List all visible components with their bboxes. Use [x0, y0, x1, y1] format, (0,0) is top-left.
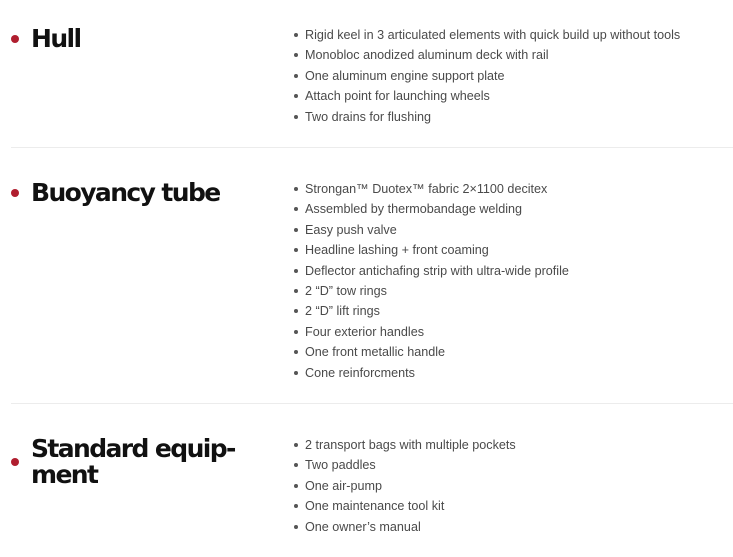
list-item: Four exterior handles	[293, 322, 569, 342]
bullet-icon	[294, 248, 298, 252]
equipment-heading-line2: ment	[31, 460, 98, 489]
list-item: One air-pump	[293, 476, 516, 496]
bullet-icon	[294, 463, 298, 467]
list-item: One front metallic handle	[293, 342, 569, 362]
list-item: Cone reinforcments	[293, 363, 569, 383]
bullet-icon	[294, 371, 298, 375]
list-item: Rigid keel in 3 articulated elements with quick build up without tools	[293, 25, 680, 45]
bullet-icon	[294, 269, 298, 273]
bullet-icon	[294, 187, 298, 191]
bullet-icon	[294, 53, 298, 57]
section-divider	[11, 147, 733, 148]
list-item: Monobloc anodized aluminum deck with rail	[293, 45, 680, 65]
list-item: 2 “D” tow rings	[293, 281, 569, 301]
bullet-icon	[294, 94, 298, 98]
equipment-bullet-dot	[11, 458, 19, 466]
list-item: Easy push valve	[293, 220, 569, 240]
bullet-icon	[294, 525, 298, 529]
hull-feature-list	[293, 25, 680, 127]
bullet-icon	[294, 504, 298, 508]
bullet-icon	[294, 330, 298, 334]
list-item: Headline lashing + front coaming	[293, 240, 569, 260]
buoyancy-bullet-dot	[11, 189, 19, 197]
buoyancy-feature-list	[293, 179, 569, 383]
equipment-heading-line1: Standard equip-	[31, 434, 235, 463]
bullet-icon	[294, 74, 298, 78]
list-item: One maintenance tool kit	[293, 496, 516, 516]
bullet-icon	[294, 484, 298, 488]
list-item: Two paddles	[293, 455, 516, 475]
bullet-icon	[294, 115, 298, 119]
bullet-icon	[294, 33, 298, 37]
list-item: One owner’s manual	[293, 517, 516, 537]
list-item: Assembled by thermobandage welding	[293, 199, 569, 219]
equipment-feature-list	[293, 435, 516, 537]
list-item: 2 transport bags with multiple pockets	[293, 435, 516, 455]
bullet-icon	[294, 207, 298, 211]
bullet-icon	[294, 350, 298, 354]
hull-bullet-dot	[11, 35, 19, 43]
list-item: Attach point for launching wheels	[293, 86, 680, 106]
bullet-icon	[294, 309, 298, 313]
equipment-heading	[31, 436, 235, 488]
list-item: Deflector antichafing strip with ultra-wide profile	[293, 261, 569, 281]
bullet-icon	[294, 289, 298, 293]
buoyancy-heading: Buoyancy tube	[31, 178, 220, 207]
bullet-icon	[294, 228, 298, 232]
list-item: 2 “D” lift rings	[293, 301, 569, 321]
hull-heading: Hull	[31, 24, 81, 53]
list-item: Two drains for flushing	[293, 107, 680, 127]
list-item: Strongan™ Duotex™ fabric 2×1100 decitex	[293, 179, 569, 199]
list-item: One aluminum engine support plate	[293, 66, 680, 86]
bullet-icon	[294, 443, 298, 447]
section-divider	[11, 403, 733, 404]
